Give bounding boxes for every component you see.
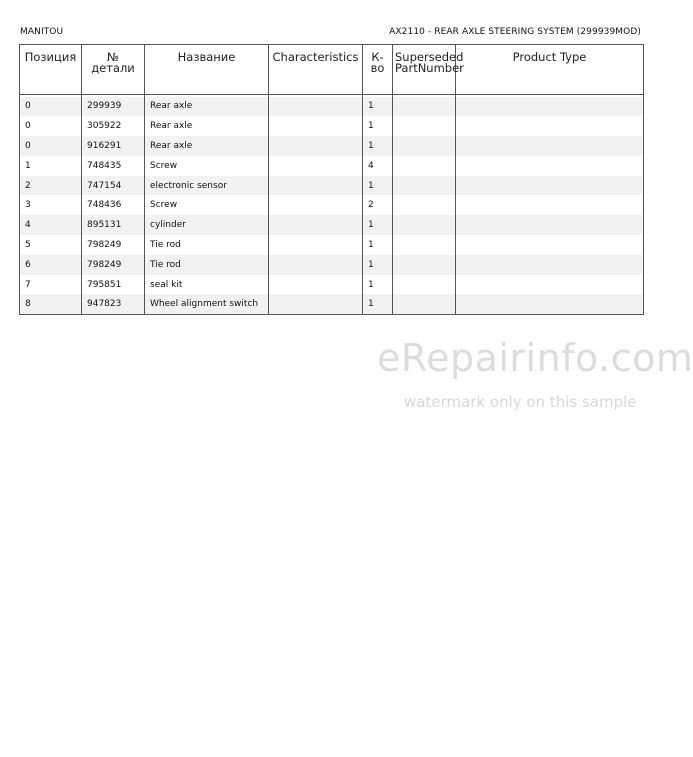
cell-name: Rear axle [145, 116, 269, 136]
cell-superseded [393, 255, 456, 275]
cell-characteristics [269, 215, 363, 235]
section-title: AX2110 - REAR AXLE STEERING SYSTEM (299939MOD) [389, 27, 641, 37]
cell-position: 0 [25, 121, 31, 132]
cell-part-number: 305922 [82, 116, 145, 136]
cell-part-number: 747154 [82, 176, 145, 196]
cell-quantity: 2 [363, 195, 393, 215]
cell-superseded [393, 176, 456, 196]
cell-characteristics [269, 176, 363, 196]
cell-name: Tie rod [145, 235, 269, 255]
cell-product-type [456, 97, 644, 117]
cell-characteristics [269, 116, 363, 136]
cell-product-type [456, 116, 644, 136]
cell-position: 0 [20, 97, 82, 117]
table-row [20, 195, 644, 215]
column-header-product-type: Product Type [456, 45, 644, 95]
cell-product-type [456, 294, 644, 314]
column-header-characteristics: Characteristics [269, 45, 363, 95]
cell-product-type [456, 136, 644, 156]
watermark-site: eRepairinfo.com [377, 336, 693, 380]
cell-superseded [393, 235, 456, 255]
column-header-name: Название [145, 45, 269, 95]
cell-product-type [456, 156, 644, 176]
table-row [20, 116, 644, 136]
cell-product-type [456, 255, 644, 275]
brand-name: MANITOU [20, 27, 64, 37]
cell-characteristics [269, 195, 363, 215]
cell-product-type [456, 195, 644, 215]
cell-position: 6 [20, 255, 82, 275]
parts-table [19, 44, 644, 315]
column-header-position: Позиция [20, 45, 82, 95]
cell-part-number: 947823 [82, 294, 145, 314]
table-row [20, 255, 644, 275]
cell-name: Rear axle [145, 136, 269, 156]
table-row [20, 136, 644, 156]
cell-name: Tie rod [145, 255, 269, 275]
cell-product-type [456, 176, 644, 196]
cell-quantity: 1 [363, 97, 393, 117]
cell-name: cylinder [145, 215, 269, 235]
cell-part-number: 748436 [82, 195, 145, 215]
cell-superseded [393, 215, 456, 235]
cell-characteristics [269, 136, 363, 156]
cell-name: Screw [145, 195, 269, 215]
cell-quantity: 1 [363, 294, 393, 314]
table-row [20, 97, 644, 117]
table-row [20, 275, 644, 295]
cell-superseded [393, 116, 456, 136]
cell-name: Wheel alignment switch [145, 294, 269, 314]
cell-quantity: 1 [363, 235, 393, 255]
cell-part-number: 748435 [82, 156, 145, 176]
cell-quantity: 1 [363, 136, 393, 156]
cell-quantity: 1 [363, 176, 393, 196]
cell-quantity: 1 [363, 255, 393, 275]
cell-characteristics [269, 255, 363, 275]
cell-characteristics [269, 156, 363, 176]
table-row [20, 156, 644, 176]
cell-name: Rear axle [145, 97, 269, 117]
cell-superseded [393, 136, 456, 156]
cell-position: 5 [25, 239, 31, 250]
cell-name: seal kit [145, 275, 269, 295]
cell-name: Screw [145, 156, 269, 176]
cell-quantity: 1 [363, 116, 393, 136]
cell-superseded [393, 275, 456, 295]
cell-part-number: 798249 [82, 255, 145, 275]
cell-characteristics [269, 235, 363, 255]
cell-product-type [456, 235, 644, 255]
cell-product-type [456, 275, 644, 295]
cell-position: 3 [25, 200, 31, 211]
column-header-part-number: № детали [82, 45, 145, 95]
cell-superseded [393, 195, 456, 215]
cell-characteristics [269, 275, 363, 295]
cell-part-number: 795851 [82, 275, 145, 295]
cell-part-number: 299939 [82, 97, 145, 117]
cell-position: 4 [20, 215, 82, 235]
cell-part-number: 895131 [82, 215, 145, 235]
cell-characteristics [269, 294, 363, 314]
cell-product-type [456, 215, 644, 235]
cell-position: 8 [20, 294, 82, 314]
column-header-superseded: Superseded PartNumber [393, 45, 456, 95]
watermark-note: watermark only on this sample [404, 393, 637, 411]
cell-quantity: 1 [363, 215, 393, 235]
table-row [20, 294, 644, 314]
cell-part-number: 916291 [82, 136, 145, 156]
table-row [20, 215, 644, 235]
cell-position: 7 [25, 279, 31, 290]
cell-superseded [393, 294, 456, 314]
cell-superseded [393, 156, 456, 176]
table-row [20, 235, 644, 255]
column-header-quantity: К-во [363, 45, 393, 95]
cell-part-number: 798249 [82, 235, 145, 255]
cell-name: electronic sensor [145, 176, 269, 196]
cell-position: 0 [20, 136, 82, 156]
cell-characteristics [269, 97, 363, 117]
table-header-row [20, 45, 644, 95]
table-row [20, 176, 644, 196]
cell-position: 2 [20, 176, 82, 196]
cell-position: 1 [25, 160, 31, 171]
cell-superseded [393, 97, 456, 117]
cell-quantity: 1 [363, 275, 393, 295]
cell-quantity: 4 [363, 156, 393, 176]
